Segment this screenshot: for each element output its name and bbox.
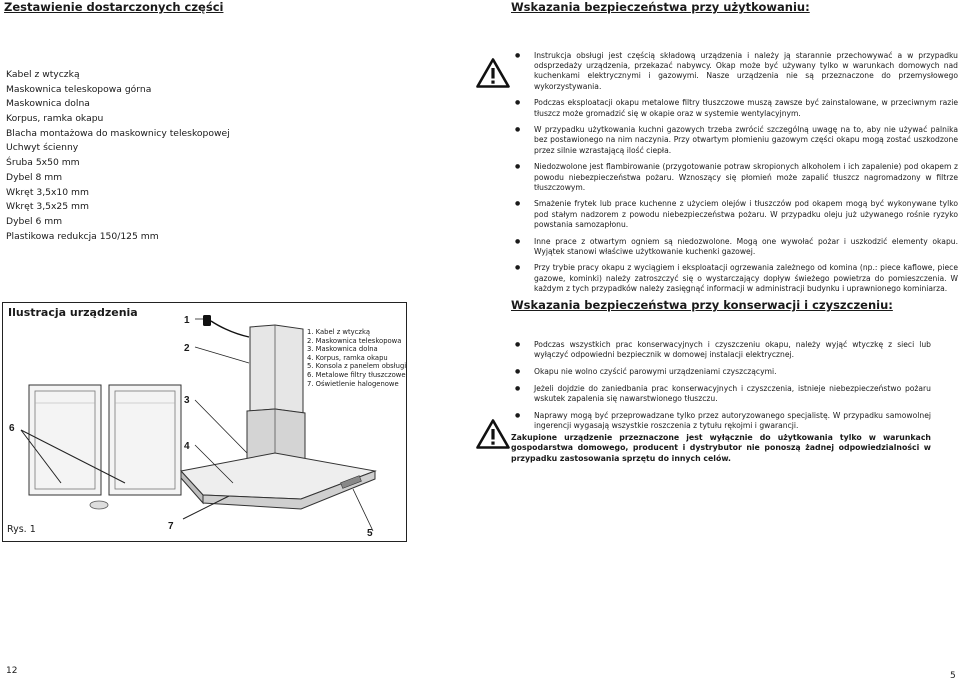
figure-caption: Rys. 1 [7,524,36,535]
legend-item: 6. Metalowe filtry tłuszczowe [307,370,406,379]
callout-6: 6 [9,423,15,434]
callout-1: 1 [184,315,190,326]
maintenance-heading: Wskazania bezpieczeństwa przy konserwacji i czyszczeniu: [511,298,893,312]
page-number-left: 12 [6,666,18,676]
legend-item: 3. Maskownica dolna [307,345,378,354]
part-item: Śruba 5x50 mm [6,157,80,169]
maintenance-item: ● Jeżeli dojdzie do zaniedbania prac konserwacyjnych i czyszczenia, istnieje niebezpieczeństwo pożaru wskutek zapalenia się nawarstwionego tłuszczu. [514,384,931,404]
safety-item: ● Smażenie frytek lub prace kuchenne z użyciem olejów i tłuszczów pod okapem mogą być wykonywane tylko pod stałym nadzorem z powodu niebezpieczeństwa pożaru. W przypadku oleju już używanego rośnie ryzyko powstania samozapłonu. [514,199,958,230]
safety-item: ● Instrukcja obsługi jest częścią składową urządzenia i należy ją starannie przechowywać a w przypadku odsprzedaży urządzenia, przekazać nabywcy. Okap może być używany tylko w warunkach domowych nad kuchenkami elektrycznymi i gazowymi. Nasze urządzenia nie są przeznaczone do przemysłowego wykorzystywania. [514,51,958,92]
callout-5: 5 [367,528,373,539]
illustration-title: Ilustracja urządzenia [8,306,138,319]
part-item: Maskownica dolna [6,98,90,110]
callout-3: 3 [184,395,190,406]
legend-item: 4. Korpus, ramka okapu [307,353,388,362]
maintenance-item: ● Naprawy mogą być przeprowadzane tylko przez autoryzowanego specjalistę. W przypadku samowolnej ingerencji wygasają wszystkie roszczenia z tytułu rękojmi i gwarancji. [514,411,931,431]
parts-heading: Zestawienie dostarczonych części [4,0,224,14]
part-item: Kabel z wtyczką [6,69,80,80]
callout-4: 4 [184,441,190,452]
legend-item: 7. Oświetlenie halogenowe [307,379,399,388]
safety-list [514,51,958,301]
page-number-right: 5 [950,671,956,681]
legend-item: 1. Kabel z wtyczką [307,328,371,336]
illustration-legend [307,328,406,388]
safety-item: ● Przy trybie pracy okapu z wyciągiem i eksploatacji ogrzewania zależnego od komina (np.: piece kaflowe, piece gazowe, kominki) należy zatroszczyć się o wystarczający dopływ świeżego powietrza do pomieszczenia. W każdym z tych przypadków należy zasięgnąć informacji w administracji budynku i uprawnionego kominiarza. [514,263,958,294]
warning-triangle-icon [476,419,510,449]
part-item: Dybel 8 mm [6,171,63,183]
part-item: Dybel 6 mm [6,215,63,227]
safety-heading: Wskazania bezpieczeństwa przy użytkowaniu: [511,0,810,14]
callout-2: 2 [184,343,190,354]
maintenance-list [514,340,931,437]
part-item: Wkręt 3,5x25 mm [6,201,89,213]
device-illustration [2,302,407,542]
part-item: Maskownica teleskopowa górna [6,83,152,95]
safety-item: ● Podczas eksploatacji okapu metalowe filtry tłuszczowe muszą zawsze być zainstalowane, w przeciwnym razie tłuszcz może gromadzić się w okapie oraz w systemie wentylacyjnym. [514,98,958,118]
part-item: Uchwyt ścienny [6,142,79,154]
callout-7: 7 [168,521,174,532]
maintenance-item: ● Okapu nie wolno czyścić parowymi urządzeniami czyszczącymi. [514,367,931,377]
domestic-use-note: Zakupione urządzenie przeznaczone jest wyłącznie do użytkowania tylko w warunkach gospodarstwa domowego, producent i dystrybutor nie ponoszą żadnej odpowiedzialności w przypadku zastosowania sprzętu do innych celów. [511,433,931,463]
safety-item: ● Inne prace z otwartym ogniem są niedozwolone. Mogą one wywołać pożar i uszkodzić elementy okapu. Wyjątek stanowi właściwe użytkowanie kuchenki gazowej. [514,237,958,257]
safety-item: ● Niedozwolone jest flambirowanie (przygotowanie potraw skropionych alkoholem i ich zapalenie) pod okapem z powodu niebezpieczeństwa pożaru. Wznoszący się płomień może zapalić tłuszcz nagromadzony w filtrze tłuszczowym. [514,162,958,193]
maintenance-item: ● Podczas wszystkich prac konserwacyjnych i czyszczeniu okapu, należy wyjąć wtyczkę z sieci lub wyłączyć odpowiedni bezpiecznik w domowej instalacji elektrycznej. [514,340,931,360]
parts-list [6,68,230,244]
part-item: Korpus, ramka okapu [6,113,104,125]
safety-item: ● W przypadku użytkowania kuchni gazowych trzeba zwrócić szczególną uwagę na to, aby nie używać palnika bez postawionego na nim naczynia. Przy otwartym płomieniu gazowym części okapu mogą zostać uszkodzone przez silnie wzrastającą ilość ciepła. [514,125,958,156]
legend-item: 5. Konsola z panelem obsługi [307,362,407,371]
warning-triangle-icon [476,58,510,88]
part-item: Blacha montażowa do maskownicy teleskopowej [6,127,230,139]
legend-item: 2. Maskownica teleskopowa [307,336,402,345]
part-item: Wkręt 3,5x10 mm [6,186,89,198]
part-item: Plastikowa redukcja 150/125 mm [6,230,159,242]
